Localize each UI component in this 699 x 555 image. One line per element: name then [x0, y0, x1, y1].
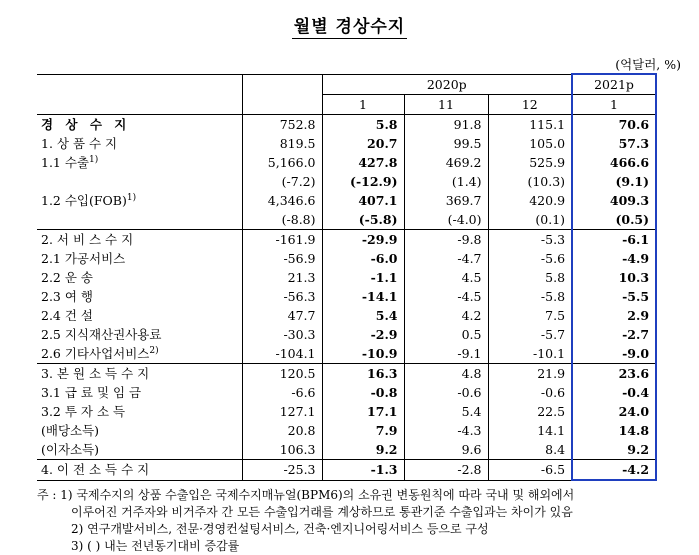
cell-c0: 106.3	[242, 440, 322, 460]
cell-c4: 70.6	[572, 115, 656, 135]
cell-c4: -9.0	[572, 344, 656, 364]
cell-c1: (-12.9)	[322, 172, 404, 191]
cell-c4: 466.6	[572, 153, 656, 172]
row-label: 2.4 건 설	[41, 308, 93, 323]
header-month: 11	[404, 95, 488, 115]
cell-c1: 5.4	[322, 306, 404, 325]
cell-c0: 819.5	[242, 134, 322, 153]
cell-c0: -30.3	[242, 325, 322, 344]
cell-c4: -4.9	[572, 249, 656, 268]
cell-c2: 0.5	[404, 325, 488, 344]
cell-c1: (-5.8)	[322, 210, 404, 230]
cell-c3: 22.5	[488, 402, 572, 421]
cell-c0: 752.8	[242, 115, 322, 135]
row-label: 2.3 여 행	[41, 289, 93, 304]
cell-c1: 17.1	[322, 402, 404, 421]
header-month-2021: 1	[572, 95, 656, 115]
cell-c2: 5.4	[404, 402, 488, 421]
header-month: 1	[322, 95, 404, 115]
row-label: 3. 본 원 소 득 수 지	[37, 364, 242, 384]
cell-c1: -29.9	[322, 230, 404, 250]
cell-c3: 420.9	[488, 191, 572, 210]
cell-c1: -6.0	[322, 249, 404, 268]
row-label: 1.2 수입(FOB)$^{1)}$	[41, 192, 137, 208]
cell-c4: 23.6	[572, 364, 656, 384]
cell-c4: (9.1)	[572, 172, 656, 191]
cell-c0: -6.6	[242, 383, 322, 402]
cell-c4: (0.5)	[572, 210, 656, 230]
cell-c0: 5,166.0	[242, 153, 322, 172]
cell-c4: 2.9	[572, 306, 656, 325]
cell-c0: -25.3	[242, 460, 322, 481]
footnotes	[37, 487, 687, 555]
cell-c0: 4,346.6	[242, 191, 322, 210]
cell-c2: 99.5	[404, 134, 488, 153]
cell-c1: -10.9	[322, 344, 404, 364]
cell-c4: 409.3	[572, 191, 656, 210]
table-row	[37, 134, 656, 153]
note-1-cont: 이루어진 거주자와 비거주자 간 모든 수출입거래를 계상하므로 통관기준 수출입과는 차이가 있음	[71, 505, 573, 519]
cell-c3: -0.6	[488, 383, 572, 402]
table-row	[37, 344, 656, 364]
cell-c2: (1.4)	[404, 172, 488, 191]
cell-c2: 9.6	[404, 440, 488, 460]
cell-c1: -1.3	[322, 460, 404, 481]
cell-c1: 407.1	[322, 191, 404, 210]
cell-c2: 91.8	[404, 115, 488, 135]
cell-c3: -5.3	[488, 230, 572, 250]
cell-c0: (-8.8)	[242, 210, 322, 230]
table-row	[37, 383, 656, 402]
cell-c1: 427.8	[322, 153, 404, 172]
cell-c4: -5.5	[572, 287, 656, 306]
cell-c3: -5.6	[488, 249, 572, 268]
cell-c3: 7.5	[488, 306, 572, 325]
table-row	[37, 364, 656, 384]
header-2020: 2020p	[322, 74, 572, 95]
cell-c2: -4.7	[404, 249, 488, 268]
cell-c3: -10.1	[488, 344, 572, 364]
cell-c2: -4.5	[404, 287, 488, 306]
row-label: 3.1 급 료 및 임 금	[41, 385, 142, 400]
cell-c2: 369.7	[404, 191, 488, 210]
table-row	[37, 421, 656, 440]
cell-c1: 7.9	[322, 421, 404, 440]
table-row	[37, 440, 656, 460]
cell-c3: 14.1	[488, 421, 572, 440]
cell-c3: -6.5	[488, 460, 572, 481]
cell-c0: -56.3	[242, 287, 322, 306]
cell-c3: -5.8	[488, 287, 572, 306]
cell-c4: -0.4	[572, 383, 656, 402]
cell-c4: 14.8	[572, 421, 656, 440]
current-account-table	[37, 73, 657, 481]
table-row	[37, 191, 656, 210]
cell-c2: -0.6	[404, 383, 488, 402]
unit-label: (억달러, %)	[615, 57, 681, 72]
cell-c1: -0.8	[322, 383, 404, 402]
cell-c3: 21.9	[488, 364, 572, 384]
table-row	[37, 306, 656, 325]
table-row	[37, 268, 656, 287]
header-row-years	[37, 74, 656, 95]
row-label: 2.6 기타사업서비스$^{2)}$	[41, 345, 159, 361]
cell-c0: 47.7	[242, 306, 322, 325]
note-3: 3) ( ) 내는 전년동기대비 증감률	[71, 539, 240, 553]
cell-c0: -56.9	[242, 249, 322, 268]
table-row	[37, 402, 656, 421]
cell-c3: 115.1	[488, 115, 572, 135]
cell-c3: 5.8	[488, 268, 572, 287]
cell-c1: 16.3	[322, 364, 404, 384]
cell-c4: -6.1	[572, 230, 656, 250]
page-title: 월별 경상수지	[293, 17, 406, 37]
cell-c0: -104.1	[242, 344, 322, 364]
table-row	[37, 325, 656, 344]
cell-c2: 4.5	[404, 268, 488, 287]
row-label: 2.2 운 송	[41, 270, 93, 285]
cell-c1: -1.1	[322, 268, 404, 287]
cell-c0: (-7.2)	[242, 172, 322, 191]
row-label	[37, 172, 242, 191]
cell-c2: 469.2	[404, 153, 488, 172]
cell-c2: -4.3	[404, 421, 488, 440]
table-row	[37, 115, 656, 135]
cell-c4: 10.3	[572, 268, 656, 287]
row-label: 2. 서 비 스 수 지	[37, 230, 242, 250]
header-2021: 2021p	[572, 74, 656, 95]
row-label: 1.1 수출$^{1)}$	[41, 154, 99, 170]
row-label: 4. 이 전 소 득 수 지	[37, 460, 242, 481]
cell-c4: -4.2	[572, 460, 656, 481]
row-label: (이자소득)	[41, 442, 100, 457]
row-label: 경 상 수 지	[37, 115, 242, 135]
cell-c3: 8.4	[488, 440, 572, 460]
cell-c3: -5.7	[488, 325, 572, 344]
cell-c4: 24.0	[572, 402, 656, 421]
cell-c2: (-4.0)	[404, 210, 488, 230]
header-month: 12	[488, 95, 572, 115]
note-1: 주 : 1) 국제수지의 상품 수출입은 국제수지매뉴얼(BPM6)의 소유권 변동원칙에 따라 국내 및 해외에서	[37, 488, 575, 502]
note-2: 2) 연구개발서비스, 전문·경영컨설팅서비스, 건축·엔지니어링서비스 등으로 구성	[71, 522, 489, 536]
cell-c4: 57.3	[572, 134, 656, 153]
cell-c3: 105.0	[488, 134, 572, 153]
cell-c4: -2.7	[572, 325, 656, 344]
row-label: 1. 상 품 수 지	[41, 136, 118, 151]
row-label: 2.1 가공서비스	[41, 251, 126, 266]
footnote-marker: 1)	[89, 154, 99, 165]
cell-c2: 4.8	[404, 364, 488, 384]
row-label: (배당소득)	[41, 423, 100, 438]
table-row	[37, 172, 656, 191]
table-row	[37, 230, 656, 250]
table-row	[37, 460, 656, 481]
cell-c2: -9.8	[404, 230, 488, 250]
cell-c1: -2.9	[322, 325, 404, 344]
cell-c2: -9.1	[404, 344, 488, 364]
cell-c1: 20.7	[322, 134, 404, 153]
row-label: 2.5 지식재산권사용료	[41, 327, 162, 342]
cell-c3: 525.9	[488, 153, 572, 172]
cell-c1: 9.2	[322, 440, 404, 460]
row-label: 3.2 투 자 소 득	[41, 404, 126, 419]
cell-c0: 127.1	[242, 402, 322, 421]
footnote-marker: 1)	[126, 192, 137, 203]
cell-c0: -161.9	[242, 230, 322, 250]
cell-c1: 5.8	[322, 115, 404, 135]
footnote-marker: 2)	[149, 345, 159, 356]
cell-c3: (0.1)	[488, 210, 572, 230]
cell-c3: (10.3)	[488, 172, 572, 191]
table-row	[37, 153, 656, 172]
cell-c0: 120.5	[242, 364, 322, 384]
cell-c0: 20.8	[242, 421, 322, 440]
table-row	[37, 210, 656, 230]
cell-c2: -2.8	[404, 460, 488, 481]
cell-c4: 9.2	[572, 440, 656, 460]
row-label	[37, 210, 242, 230]
cell-c0: 21.3	[242, 268, 322, 287]
cell-c1: -14.1	[322, 287, 404, 306]
table-row	[37, 287, 656, 306]
cell-c2: 4.2	[404, 306, 488, 325]
table-row	[37, 249, 656, 268]
